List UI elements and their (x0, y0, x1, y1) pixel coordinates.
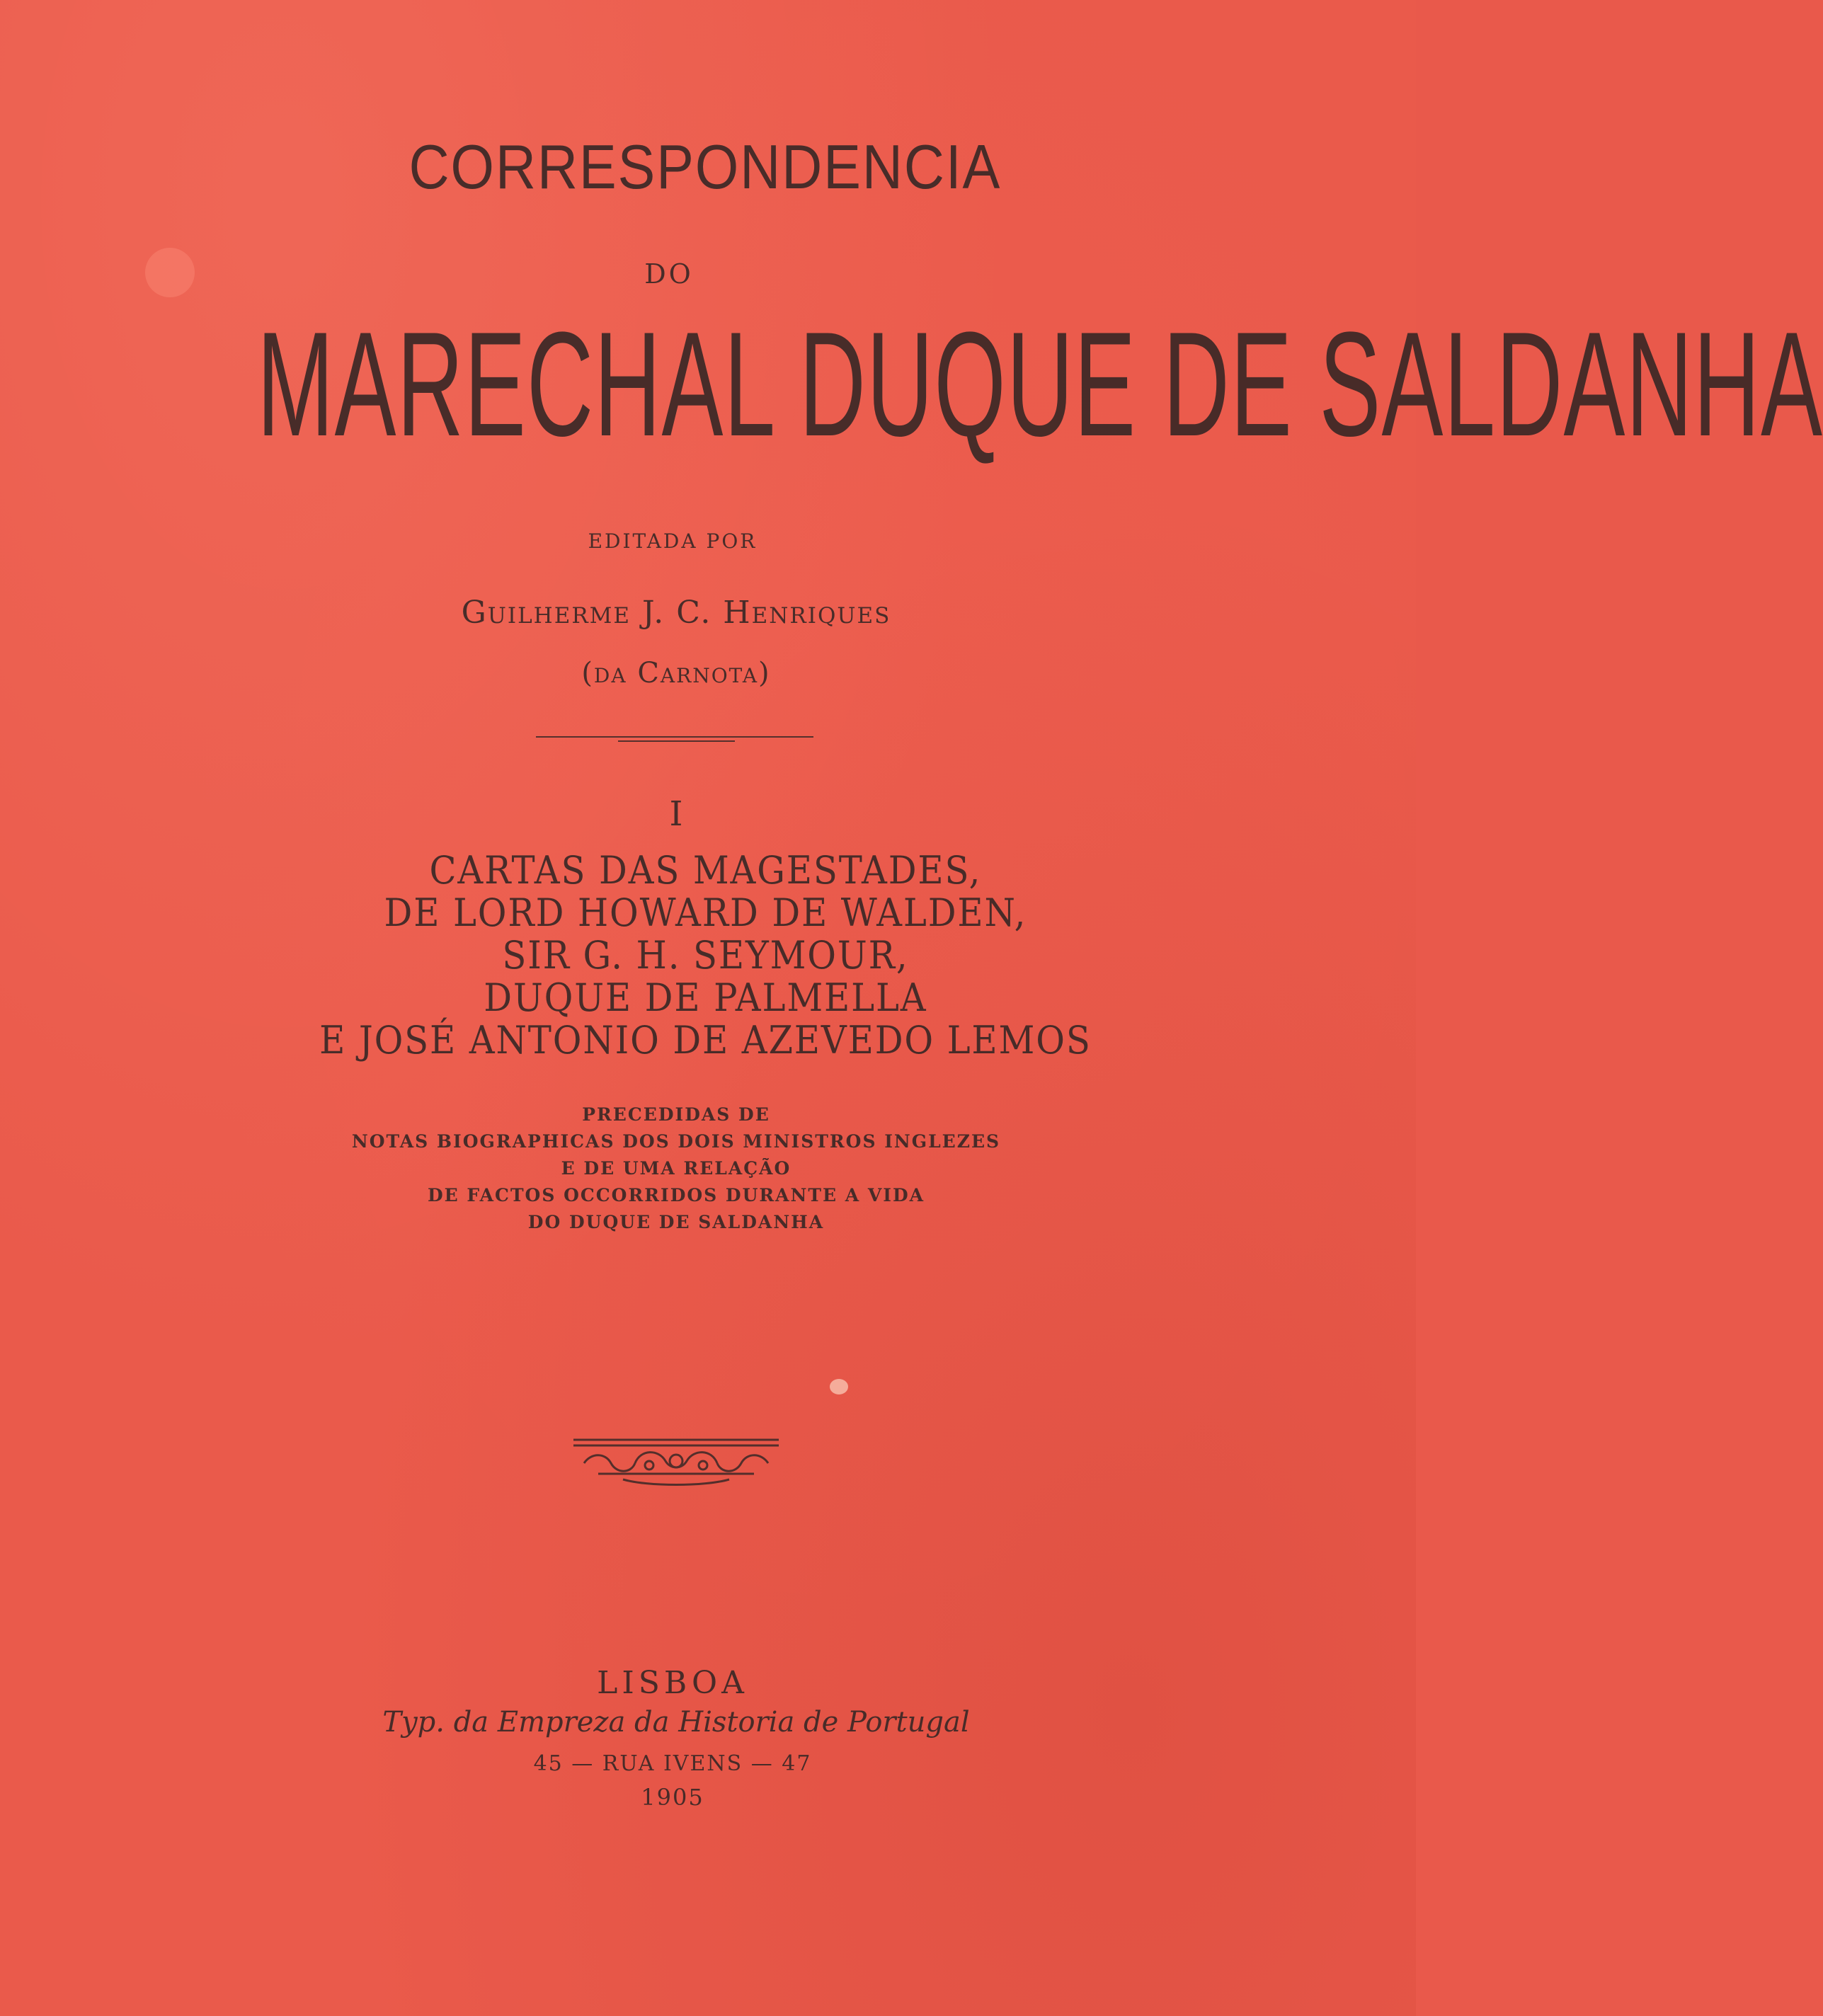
preface-line: PRECEDIDAS DE (582, 1104, 770, 1125)
divider-rule (536, 736, 813, 738)
contents-line: CARTAS DAS MAGESTADES, (429, 848, 982, 893)
preface-line: DE FACTOS OCCORRIDOS DURANTE A VIDA (427, 1185, 925, 1205)
preface-line: E DE UMA RELAÇÃO (561, 1158, 792, 1179)
imprint-city: LISBOA (597, 1665, 748, 1701)
volume-number: I (669, 794, 683, 834)
contents-line: E JOSÉ ANTONIO DE AZEVEDO LEMOS (319, 1018, 1092, 1063)
main-title: MARECHAL DUQUE DE SALDANHA (256, 301, 1823, 467)
contents-line: SIR G. H. SEYMOUR, (502, 933, 909, 978)
editor-subtitle: (da Carnota) (581, 657, 771, 689)
printer-ornament-icon (570, 1424, 782, 1488)
preface-line: DO DUQUE DE SALDANHA (527, 1212, 825, 1232)
contents-line: DE LORD HOWARD DE WALDEN, (384, 890, 1027, 935)
preface-line: NOTAS BIOGRAPHICAS DOS DOIS MINISTROS INGLEZES (351, 1131, 1001, 1152)
imprint-year: 1905 (641, 1784, 704, 1811)
edited-by-label: EDITADA POR (588, 529, 758, 553)
contents-line: DUQUE DE PALMELLA (484, 975, 927, 1020)
editor-name: Guilherme J. C. Henriques (461, 595, 891, 631)
paper-stain (830, 1379, 848, 1394)
imprint-address: 45 — RUA IVENS — 47 (533, 1751, 812, 1776)
title-top: CORRESPONDENCIA (408, 132, 1002, 202)
divider-rule-accent (618, 740, 735, 742)
title-connector: DO (644, 258, 694, 290)
imprint-printer: Typ. da Empreza da Historia de Portugal (382, 1706, 970, 1739)
